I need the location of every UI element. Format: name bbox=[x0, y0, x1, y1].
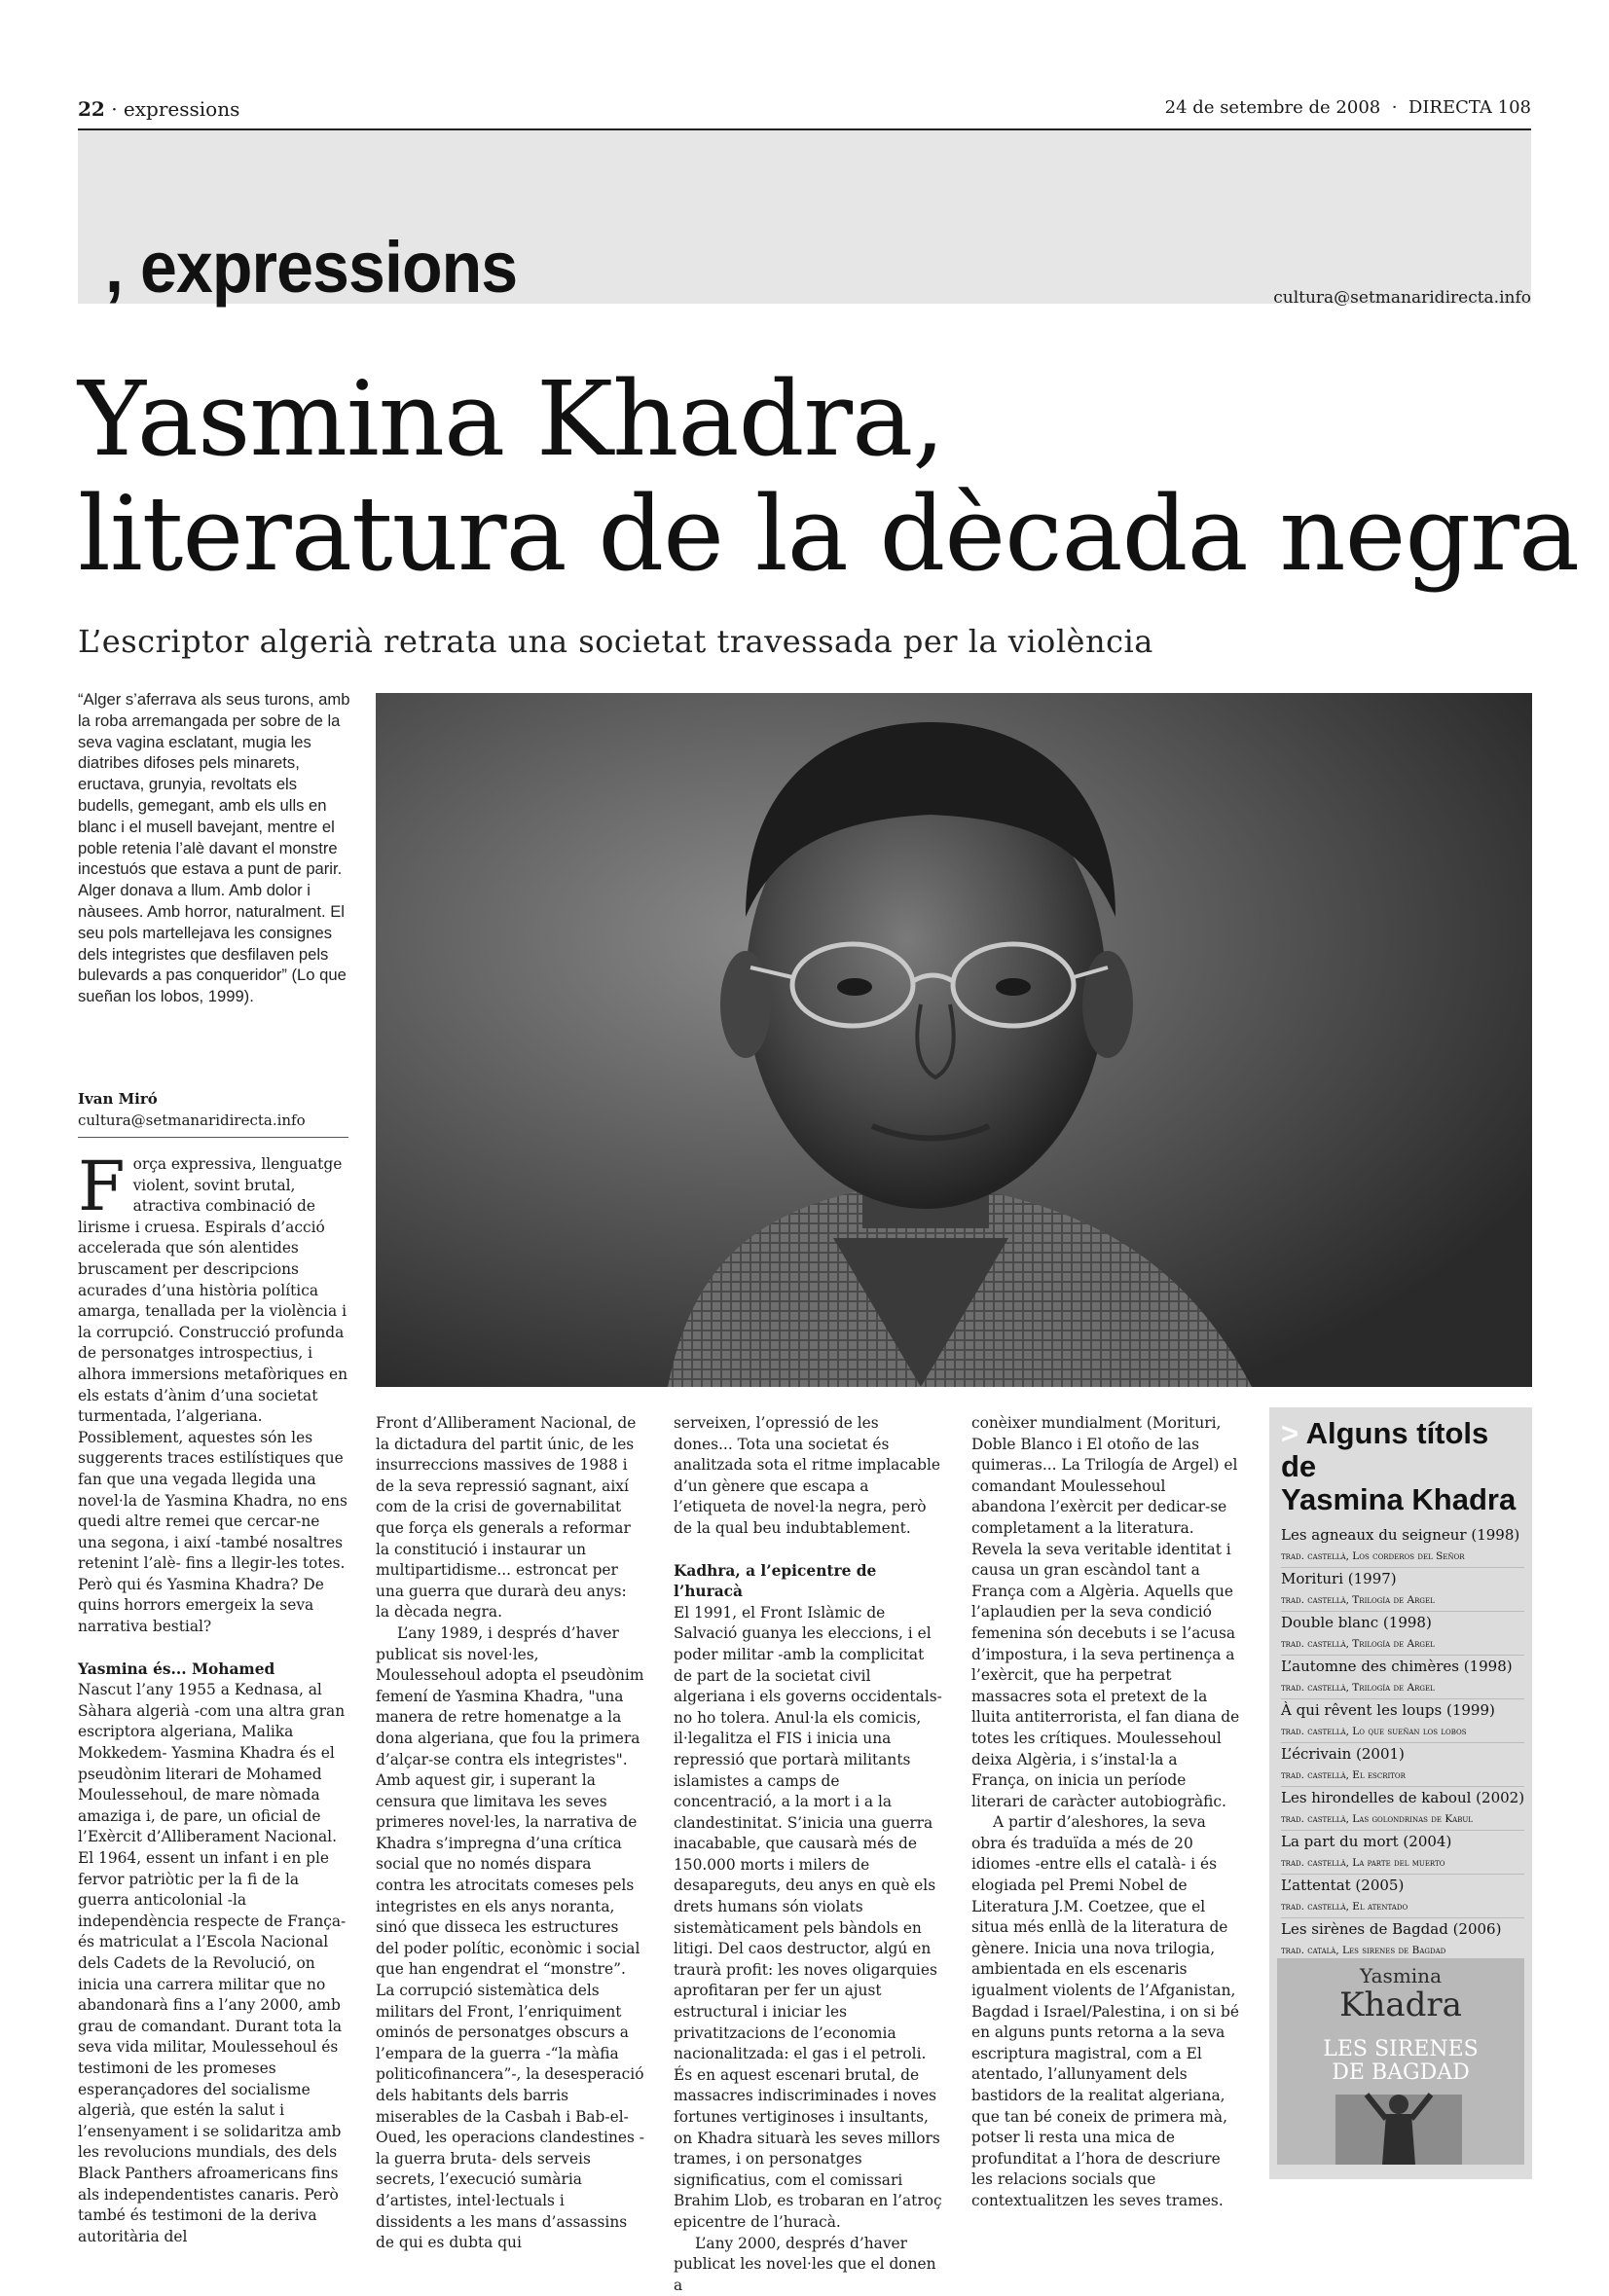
book-entry bbox=[1281, 1568, 1524, 1612]
cover-title bbox=[1277, 2038, 1524, 2085]
article-paragraph: conèixer mundialment (Morituri, Doble Blanco i El otoño de las quimeras... La Trilogía de Argel) el comandant Moulessehoul abandona l’exèrcit per dedicar-se completament a la literatura. Revela la seva veritable identitat i causa un gran escàndol tant a França com a Algèria. Aquells que l’aplaudien per la seva condició femenina són decebuts i se l’acusa d’impostura, i la seva pertinença a l’exèrcit, que ha perpetrat massacres sota el pretext de la lluita antiterrorista, el fan diana de totes les crítiques. Moulessehoul deixa Algèria, i s’instal·la a França, on inicia un període literari de caràcter autobiogràfic. bbox=[971, 1414, 1240, 1810]
book-entry bbox=[1281, 1875, 1524, 1918]
book-translation: trad. català, Les sirenes de Bagdad bbox=[1281, 1940, 1524, 1962]
book-translation: trad. castellà, Los corderos del Señor bbox=[1281, 1546, 1524, 1568]
article-paragraph: Front d’Alliberament Nacional, de la dictadura del partit únic, de les insurreccions massives de 1988 i de la seva repressió sagnant, així com de la crisi de governabilitat que força els generals a reformar la constitució i instaurar un multipartidisme... estroncat per una guerra que durarà deu anys: la dècada negra. bbox=[376, 1414, 637, 1622]
folio-section: expressions bbox=[123, 97, 240, 121]
book-title: Morituri (1997) bbox=[1281, 1570, 1397, 1587]
book-entry bbox=[1281, 1831, 1524, 1875]
byline-rule bbox=[78, 1137, 348, 1138]
article-column-4 bbox=[971, 1413, 1240, 2212]
book-translation: trad. castellà, La parte del muerto bbox=[1281, 1852, 1524, 1875]
author-portrait-illustration bbox=[376, 693, 1532, 1387]
book-list bbox=[1281, 1524, 1524, 1962]
article-paragraph bbox=[78, 1147, 352, 1638]
issue-number: DIRECTA 108 bbox=[1408, 97, 1531, 118]
book-title: Double blanc (1998) bbox=[1281, 1614, 1432, 1631]
page-number: 22 bbox=[78, 97, 105, 121]
book-translation: trad. castellà, Trilogía de Argel bbox=[1281, 1633, 1524, 1656]
folio-right bbox=[1165, 97, 1531, 118]
article-paragraph: serveixen, l’opressió de les dones... Tota una societat és analitzada sota el ritme implacable d’un gènere que escapa a l’etiqueta de novel·la negra, però de la qual beu indubtablement. bbox=[674, 1414, 941, 1537]
folio-left bbox=[78, 97, 239, 121]
issue-date: 24 de setembre de 2008 bbox=[1164, 97, 1381, 118]
bibliography-sidebar bbox=[1269, 1407, 1532, 2179]
book-entry bbox=[1281, 1524, 1524, 1568]
book-entry bbox=[1281, 1656, 1524, 1699]
byline-email[interactable]: cultura@setmanaridirecta.info bbox=[78, 1112, 306, 1129]
headline-line-2: literatura de la dècada negra bbox=[78, 474, 1580, 594]
book-title: Les agneaux du seigneur (1998) bbox=[1281, 1526, 1520, 1544]
pull-quote: “Alger s’aferrava als seus turons, amb la roba arremangada per sobre de la seva vagina esclatant, mugia les diatribes difoses pels minarets, eructava, grunyia, revoltats els budells, gemegant, amb els ulls en blanc i el musell bavejant, mentre el poble retenia l’alè davant el monstre incestuós que estava a punt de parir. Alger donava a llum. Amb dolor i nàusees. Amb horror, naturalment. El seu pols martellejava les consignes dels integristes que desfilaven pels bulevards a pas conqueridor” (Lo que sueñan los lobos, 1999). bbox=[78, 690, 350, 1006]
byline-author: Ivan Miró bbox=[78, 1090, 158, 1108]
article-paragraph: A partir d’aleshores, la seva obra és traduïda a més de 20 idiomes -entre ells el català- i és elogiada pel Premi Nobel de Literatura J.M. Coetzee, que el situa més enllà de la literatura de gènere. Inicia una nova trilogia, ambientada en els escenaris igualment violents de l’Afganistan, Bagdad i Israel/Palestina, i on si bé en alguns punts retorna a la seva escriptura magistral, com a El atentado, l’allunyament dels bastidors de la realitat algeriana, que tan bé coneix de primera mà, potser li resta una mica de profunditat a l’hora de descriure les relacions socials que contextualitzen les seves trames. bbox=[971, 1813, 1239, 2209]
book-title: L’automne des chimères (1998) bbox=[1281, 1658, 1513, 1675]
cover-author-last: Khadra bbox=[1339, 1986, 1462, 2024]
sidebar-title-line-1: Alguns títols de bbox=[1281, 1416, 1489, 1483]
folio-separator: · bbox=[111, 97, 118, 121]
headline-line-1: Yasmina Khadra, bbox=[78, 359, 944, 479]
headline bbox=[78, 359, 1580, 594]
book-cover bbox=[1277, 1958, 1524, 2165]
section-email[interactable]: cultura@setmanaridirecta.info bbox=[1273, 288, 1531, 308]
article-paragraph: L’any 2000, després d’haver publicat les novel·les que el donen a bbox=[674, 2234, 936, 2294]
book-title: L’écrivain (2001) bbox=[1281, 1745, 1405, 1763]
book-entry bbox=[1281, 1743, 1524, 1787]
book-translation: trad. castellà, El atentado bbox=[1281, 1896, 1524, 1918]
sidebar-content bbox=[1281, 1417, 1524, 1962]
article-paragraph: El 1991, el Front Islàmic de Salvació guanya les eleccions, i el poder militar -amb la complicitat de part de la societat civil algeriana i els governs occidentals- no ho tolera. Anul·la els comicis, il·legalitza el FIS i inicia una repressió que portarà militants islamistes a camps de concentració, a la mort i a la clandestinitat. S’inicia una guerra inacabable, que causarà més de 150.000 morts i milers de desapareguts, deu anys en què els drets humans són violats sistemàticament pels bàndols en litigi. Del caos destructor, algú en traurà profit: les noves oligarquies aprofitaran per fer un ajust estructural i iniciar les privatitzacions de l’economia nacionalitzada: el gas i el petroli. És en aquest escenari brutal, de massacres indiscriminades i noves fortunes vertiginoses i insultants, on Khadra situarà les seves millors trames, i on personatges significatius, com el comissari Brahim Llob, es trobaran en l’atroç epicentre de l’huracà. bbox=[674, 1603, 942, 2231]
cover-author-first: Yasmina bbox=[1359, 1964, 1442, 1987]
sidebar-title bbox=[1281, 1417, 1524, 1516]
book-title: Les sirènes de Bagdad (2006) bbox=[1281, 1920, 1502, 1938]
folio-dot: · bbox=[1391, 97, 1398, 118]
author-photo bbox=[376, 693, 1532, 1387]
book-entry bbox=[1281, 1612, 1524, 1656]
subheadline: L’escriptor algerià retrata una societat travessada per la violència bbox=[78, 623, 1153, 660]
arrow-icon: > bbox=[1281, 1416, 1299, 1450]
article-column-3 bbox=[674, 1413, 942, 2296]
book-entry bbox=[1281, 1699, 1524, 1743]
book-translation: trad. castellà, El escritor bbox=[1281, 1765, 1524, 1787]
drop-cap: F bbox=[78, 1147, 126, 1226]
article-paragraph: Nascut l’any 1955 a Kednasa, al Sàhara algerià -com una altra gran escriptora algeriana, Malika Mokkedem- Yasmina Khadra és el pseudònim literari de Mohamed Moulessehoul, de mare nòmada amaziga i, de pare, un oficial de l’Exèrcit d’Alliberament Nacional. El 1964, essent un infant i en ple fervor patriòtic per la fi de la guerra anticolonial -la independència respecte de França- és matriculat a l’Escola Nacional dels Cadets de la Revolució, on inicia una carrera militar que no abandonarà fins a l’any 2000, amb grau de comandant. Durant tota la seva vida militar, Moulessehoul és testimoni de les promeses esperançadores del socialisme algerià, que estén la salut i l’ensenyament i se solidaritza amb les revolucions mundials, des dels Black Panthers afroamericans fins als independentistes canaris. Però també és testimoni de la deriva autoritària del bbox=[78, 1681, 347, 2245]
article-column-1 bbox=[78, 1147, 352, 2247]
book-title: L’attentat (2005) bbox=[1281, 1877, 1405, 1894]
section-label: , expressions bbox=[105, 227, 518, 308]
book-translation: trad. castellà, Las golondrinas de Kabul bbox=[1281, 1808, 1524, 1831]
section-subheading: Yasmina és... Mohamed bbox=[78, 1659, 275, 1678]
sidebar-title-line-2: Yasmina Khadra bbox=[1281, 1482, 1517, 1516]
cover-title-line-1: LES SIRENES bbox=[1323, 2037, 1479, 2061]
article-paragraph: L’any 1989, i després d’haver publicat sis novel·les, Moulessehoul adopta el pseudònim femení de Yasmina Khadra, "una manera de retre homenatge a la dona algeriana, que fou la primera d’alçar-se contra els integristes". Amb aquest gir, i superant la censura que limitava les seves primeres novel·les, la narrativa de Khadra s’impregna d’una crítica social que no només dispara contra les atrocitats comeses pels integristes en els anys noranta, sinó que disseca les estructures del poder polític, econòmic i social que han engendrat el “monstre”. La corrupció sistemàtica dels militars del Front, l’enriquiment ominós de personatges obscurs a l’empara de la guerra -“la màfia politicofinancera”-, la desesperació dels habitants dels barris miserables de la Casbah i Bab-el-Oued, les operacions clandestines -la guerra bruta- dels serveis secrets, l’execució sumària d’artistes, intel·lectuals i dissidents a les mans d’assassins de qui es dubta qui bbox=[376, 1623, 644, 2252]
book-translation: trad. castellà, Lo que sueñan los lobos bbox=[1281, 1721, 1524, 1743]
book-title: La part du mort (2004) bbox=[1281, 1833, 1452, 1850]
article-column-2 bbox=[376, 1413, 644, 2254]
book-entry bbox=[1281, 1787, 1524, 1831]
cover-title-line-2: DE BAGDAD bbox=[1332, 2060, 1470, 2085]
book-translation: trad. castellà, Trilogía de Argel bbox=[1281, 1589, 1524, 1612]
section-subheading: Kadhra, a l’epicentre de l’huracà bbox=[674, 1561, 877, 1601]
book-entry bbox=[1281, 1918, 1524, 1962]
book-title: Les hirondelles de kaboul (2002) bbox=[1281, 1789, 1525, 1806]
book-title: À qui rêvent les loups (1999) bbox=[1281, 1701, 1495, 1719]
intro-text: orça expressiva, llenguatge violent, sovint brutal, atractiva combinació de lirisme i cruesa. Espirals d’acció accelerada que són alentides bruscament per descripcions acurades d’una història política amarga, tenallada per la violència i la corrupció. Construcció profunda de personatges introspectius, i alhora immersions metafòriques en els estats d’ànim d’una societat turmentada, l’algeriana. Possiblement, aquestes són les suggerents traces estilístiques que fan que una vegada llegida una novel·la de Yasmina Khadra, no ens quedi altre remei que cercar-ne una segona, i així -també nosaltres retenint l’alè- fins a llegir-les totes. Però qui és Yasmina Khadra? De quins horrors emergeix la seva narrativa bestial? bbox=[78, 1155, 348, 1636]
book-translation: trad. castellà, Trilogía de Argel bbox=[1281, 1677, 1524, 1699]
